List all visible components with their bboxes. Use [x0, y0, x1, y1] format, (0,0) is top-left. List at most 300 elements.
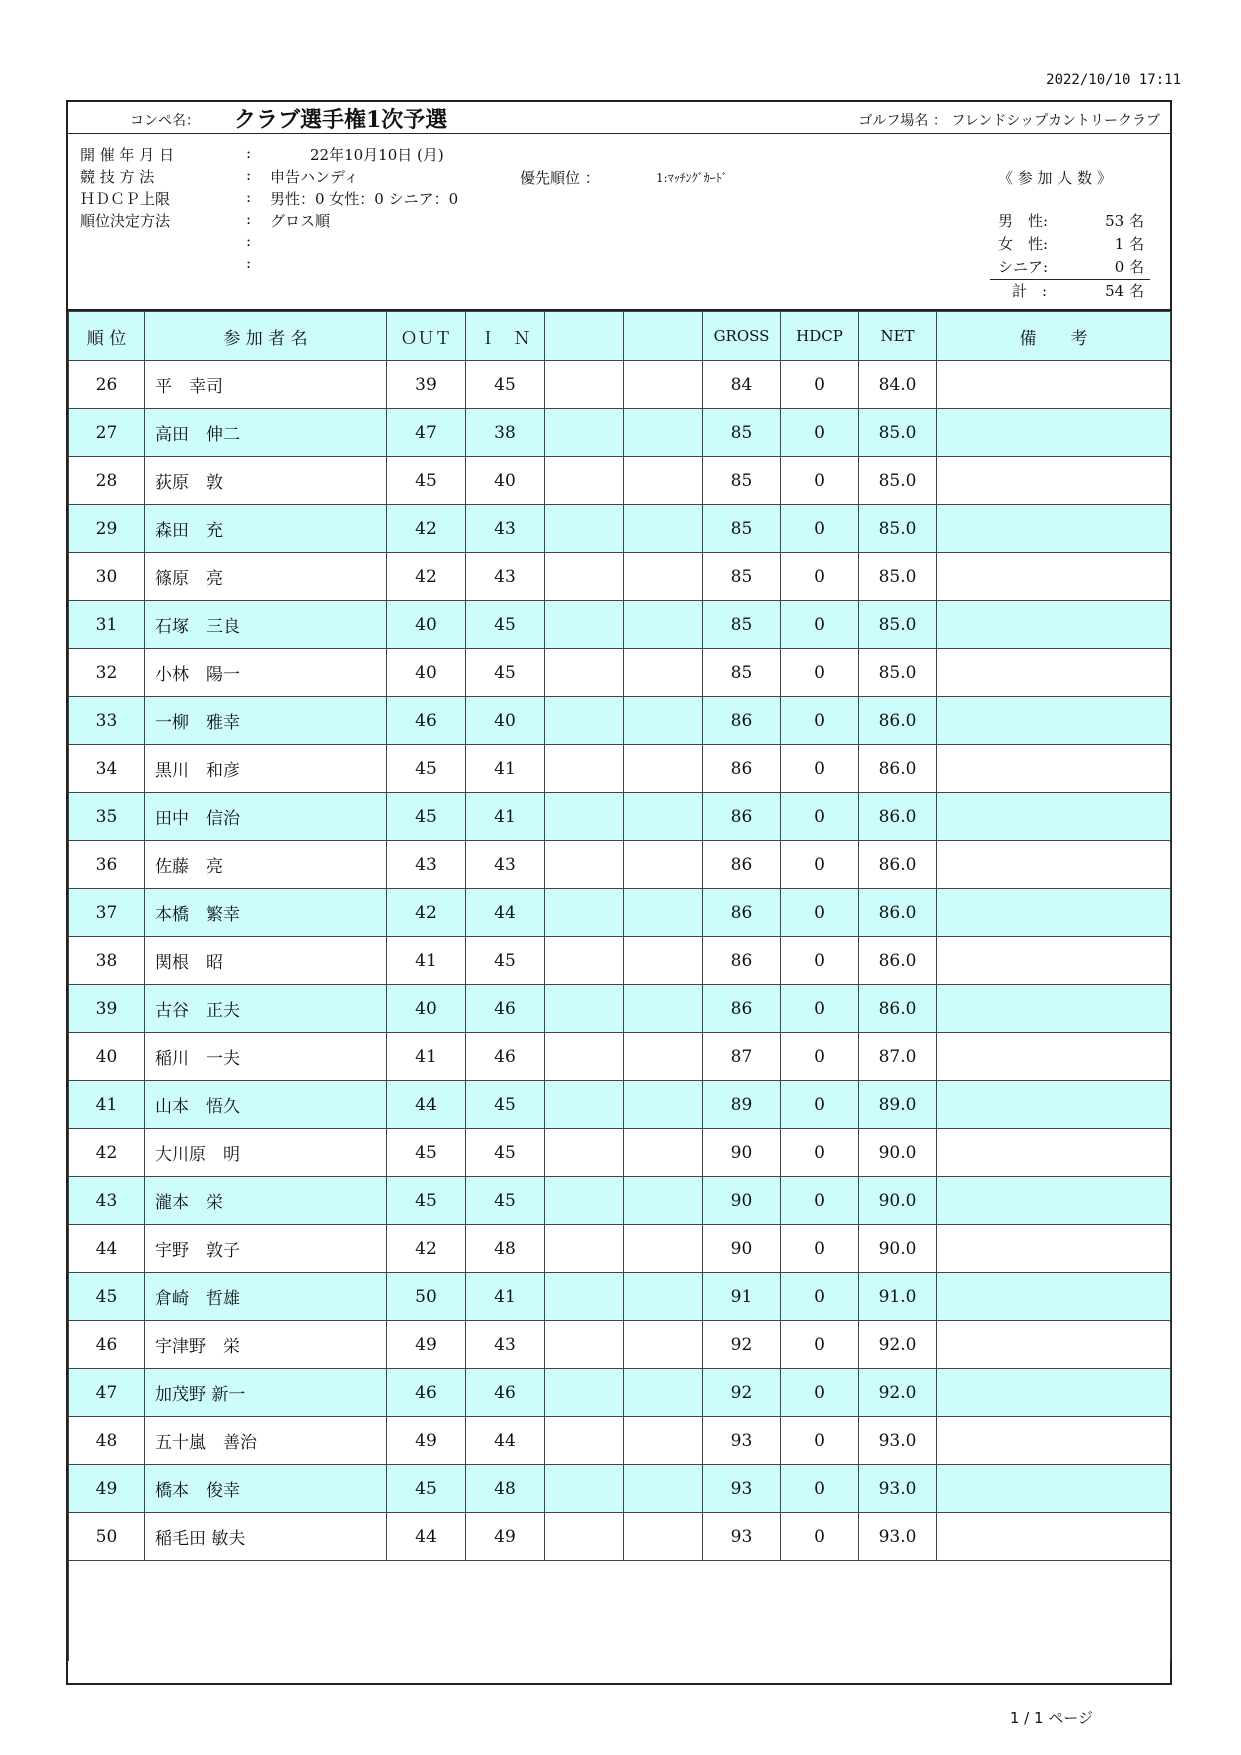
blank-cell: [545, 457, 624, 505]
player-name-cell: 関根 昭: [145, 937, 387, 985]
print-timestamp: 2022/10/10 17:11: [1046, 72, 1181, 88]
in-score-cell: 43: [466, 841, 545, 889]
remarks-cell: [937, 457, 1171, 505]
blank-cell: [545, 1129, 624, 1177]
net-cell: 92.0: [859, 1369, 937, 1417]
rank-cell: 38: [69, 937, 145, 985]
blank-cell: [545, 889, 624, 937]
gross-cell: 92: [703, 1369, 781, 1417]
course-label: ゴルフ場名 ：: [858, 113, 947, 129]
hdcp-cell: 0: [781, 1513, 859, 1561]
in-score-cell: 44: [466, 889, 545, 937]
table-row: [69, 601, 1171, 649]
method-key: 競 技 方 法: [80, 168, 155, 186]
table-row: [69, 937, 1171, 985]
player-name-cell: 高田 伸二: [145, 409, 387, 457]
date-value: 22年10月10日 (月): [310, 146, 444, 164]
out-score-cell: 46: [387, 1369, 466, 1417]
player-name-cell: 倉崎 哲雄: [145, 1273, 387, 1321]
gross-cell: 86: [703, 937, 781, 985]
competition-info: [68, 134, 1170, 311]
rank-cell: 42: [69, 1129, 145, 1177]
gross-cell: 86: [703, 841, 781, 889]
out-score-cell: 49: [387, 1417, 466, 1465]
blank-cell: [545, 1081, 624, 1129]
in-score-cell: 45: [466, 601, 545, 649]
remarks-cell: [937, 409, 1171, 457]
in-score-cell: 41: [466, 745, 545, 793]
date-key: 開 催 年 月 日: [80, 146, 175, 164]
out-score-cell: 42: [387, 553, 466, 601]
priority-value: 1:ﾏｯﾁﾝｸﾞｶｰﾄﾞ: [656, 171, 728, 185]
out-score-cell: 45: [387, 1177, 466, 1225]
out-score-cell: 45: [387, 457, 466, 505]
net-cell: 93.0: [859, 1513, 937, 1561]
rank-cell: 30: [69, 553, 145, 601]
count-senior-value: 0 名: [1114, 258, 1144, 276]
remarks-cell: [937, 601, 1171, 649]
player-name-cell: 森田 充: [145, 505, 387, 553]
remarks-cell: [937, 505, 1171, 553]
method-value: 申告ハンディ: [270, 168, 359, 186]
in-score-cell: 45: [466, 361, 545, 409]
out-score-cell: 39: [387, 361, 466, 409]
player-name-cell: 加茂野 新一: [145, 1369, 387, 1417]
net-cell: 90.0: [859, 1177, 937, 1225]
remarks-cell: [937, 889, 1171, 937]
out-score-cell: 42: [387, 889, 466, 937]
blank-cell: [545, 505, 624, 553]
out-score-cell: 46: [387, 697, 466, 745]
col-rank: 順 位: [69, 312, 145, 361]
in-score-cell: 44: [466, 1417, 545, 1465]
gross-cell: 90: [703, 1225, 781, 1273]
remarks-cell: [937, 1273, 1171, 1321]
gross-cell: 85: [703, 649, 781, 697]
out-score-cell: 47: [387, 409, 466, 457]
col-blank-2: [624, 312, 703, 361]
gross-cell: 85: [703, 553, 781, 601]
hdcp-cell: 0: [781, 1273, 859, 1321]
gross-cell: 85: [703, 505, 781, 553]
table-row: [69, 985, 1171, 1033]
rank-cell: 27: [69, 409, 145, 457]
table-row: [69, 1225, 1171, 1273]
blank-cell: [624, 985, 703, 1033]
remarks-cell: [937, 793, 1171, 841]
in-score-cell: 43: [466, 1321, 545, 1369]
blank-cell: [545, 841, 624, 889]
blank-cell: [624, 841, 703, 889]
hdcp-cell: 0: [781, 649, 859, 697]
table-row: [69, 697, 1171, 745]
table-row: [69, 1417, 1171, 1465]
rank-cell: 48: [69, 1417, 145, 1465]
player-name-cell: 本橋 繁幸: [145, 889, 387, 937]
hdcp-cell: 0: [781, 601, 859, 649]
hdcp-cell: 0: [781, 1081, 859, 1129]
out-score-cell: 44: [387, 1513, 466, 1561]
blank-cell: [624, 1513, 703, 1561]
net-cell: 93.0: [859, 1465, 937, 1513]
gross-cell: 86: [703, 985, 781, 1033]
col-hdcp: HDCP: [781, 312, 859, 361]
in-score-cell: 41: [466, 793, 545, 841]
blank-cell: [545, 601, 624, 649]
hdcp-cell: 0: [781, 889, 859, 937]
table-row: [69, 1081, 1171, 1129]
count-total-value: 54 名: [1105, 282, 1144, 300]
remarks-cell: [937, 1177, 1171, 1225]
in-score-cell: 45: [466, 1129, 545, 1177]
in-score-cell: 45: [466, 649, 545, 697]
player-name-cell: 山本 悟久: [145, 1081, 387, 1129]
in-score-cell: 41: [466, 1273, 545, 1321]
results-table: [68, 311, 1171, 1661]
out-score-cell: 41: [387, 937, 466, 985]
competition-title: クラブ選手権1次予選: [234, 107, 448, 133]
gross-cell: 85: [703, 409, 781, 457]
hdcp-cell: 0: [781, 985, 859, 1033]
player-name-cell: 一柳 雅幸: [145, 697, 387, 745]
col-out: ＯＵＴ: [387, 312, 466, 361]
col-in: Ｉ Ｎ: [466, 312, 545, 361]
title-row: [68, 102, 1170, 134]
player-name-cell: 稲川 一夫: [145, 1033, 387, 1081]
blank-cell: [624, 1369, 703, 1417]
gross-cell: 86: [703, 793, 781, 841]
priority-key: 優先順位 ：: [520, 169, 600, 187]
colon: :: [246, 144, 252, 162]
results-sheet: [66, 100, 1172, 1685]
in-score-cell: 45: [466, 1177, 545, 1225]
in-score-cell: 45: [466, 1081, 545, 1129]
in-score-cell: 48: [466, 1465, 545, 1513]
rank-cell: 49: [69, 1465, 145, 1513]
blank-cell: [624, 1177, 703, 1225]
net-cell: 90.0: [859, 1129, 937, 1177]
rank-cell: 46: [69, 1321, 145, 1369]
course-name: フレンドシップカントリークラブ: [951, 113, 1160, 129]
table-row: [69, 1129, 1171, 1177]
col-gross: GROSS: [703, 312, 781, 361]
gross-cell: 93: [703, 1465, 781, 1513]
hdcp-cell: 0: [781, 745, 859, 793]
player-name-cell: 佐藤 亮: [145, 841, 387, 889]
out-score-cell: 45: [387, 1465, 466, 1513]
net-cell: 86.0: [859, 937, 937, 985]
hdcp-cell: 0: [781, 1225, 859, 1273]
participant-counts: [990, 210, 1150, 303]
gross-cell: 86: [703, 889, 781, 937]
gross-cell: 86: [703, 745, 781, 793]
blank-cell: [624, 1273, 703, 1321]
blank-cell: [624, 1129, 703, 1177]
blank-cell: [624, 649, 703, 697]
rank-cell: 31: [69, 601, 145, 649]
rank-cell: 43: [69, 1177, 145, 1225]
net-cell: 89.0: [859, 1081, 937, 1129]
blank-cell: [624, 1225, 703, 1273]
colon: :: [246, 166, 252, 184]
table-row: [69, 745, 1171, 793]
out-score-cell: 45: [387, 1129, 466, 1177]
count-total: [990, 280, 1150, 303]
gross-cell: 89: [703, 1081, 781, 1129]
out-score-cell: 41: [387, 1033, 466, 1081]
in-score-cell: 45: [466, 937, 545, 985]
blank-cell: [624, 793, 703, 841]
count-male-value: 53 名: [1105, 212, 1144, 230]
empty-footer-row: [69, 1561, 1171, 1661]
player-name-cell: 小林 陽一: [145, 649, 387, 697]
net-cell: 85.0: [859, 553, 937, 601]
player-name-cell: 平 幸司: [145, 361, 387, 409]
net-cell: 86.0: [859, 793, 937, 841]
player-name-cell: 宇津野 栄: [145, 1321, 387, 1369]
table-row: [69, 361, 1171, 409]
out-score-cell: 49: [387, 1321, 466, 1369]
net-cell: 86.0: [859, 841, 937, 889]
blank-cell: [624, 457, 703, 505]
net-cell: 86.0: [859, 889, 937, 937]
blank-cell: [545, 1033, 624, 1081]
hdcp-cell: 0: [781, 1465, 859, 1513]
blank-cell: [545, 697, 624, 745]
blank-cell: [545, 361, 624, 409]
rank-cell: 50: [69, 1513, 145, 1561]
colon: :: [246, 210, 252, 228]
colon: :: [246, 188, 252, 206]
blank-cell: [545, 649, 624, 697]
hdcp-cell: 0: [781, 1321, 859, 1369]
rank-cell: 41: [69, 1081, 145, 1129]
net-cell: 86.0: [859, 745, 937, 793]
hdcp-cell: 0: [781, 793, 859, 841]
gross-cell: 92: [703, 1321, 781, 1369]
rank-cell: 36: [69, 841, 145, 889]
net-cell: 86.0: [859, 985, 937, 1033]
rank-cell: 37: [69, 889, 145, 937]
blank-cell: [624, 745, 703, 793]
hdcp-cell: 0: [781, 457, 859, 505]
remarks-cell: [937, 1321, 1171, 1369]
colon: :: [246, 254, 252, 272]
player-name-cell: 宇野 敦子: [145, 1225, 387, 1273]
in-score-cell: 49: [466, 1513, 545, 1561]
remarks-cell: [937, 697, 1171, 745]
rank-method-key: 順位決定方法: [80, 212, 171, 230]
player-name-cell: 篠原 亮: [145, 553, 387, 601]
in-score-cell: 43: [466, 553, 545, 601]
blank-cell: [624, 553, 703, 601]
blank-cell: [545, 1513, 624, 1561]
col-name: 参 加 者 名: [145, 312, 387, 361]
count-female-value: 1 名: [1114, 235, 1144, 253]
in-score-cell: 40: [466, 457, 545, 505]
blank-cell: [624, 1321, 703, 1369]
net-cell: 85.0: [859, 601, 937, 649]
table-row: [69, 1513, 1171, 1561]
blank-cell: [624, 697, 703, 745]
gross-cell: 85: [703, 457, 781, 505]
table-row: [69, 889, 1171, 937]
col-net: NET: [859, 312, 937, 361]
table-row: [69, 1321, 1171, 1369]
remarks-cell: [937, 1417, 1171, 1465]
blank-cell: [545, 985, 624, 1033]
hdcp-cell: 0: [781, 697, 859, 745]
hdcp-value: 男性：0 女性：0 シニア：0: [270, 190, 459, 208]
blank-cell: [624, 1465, 703, 1513]
net-cell: 93.0: [859, 1417, 937, 1465]
blank-cell: [624, 1417, 703, 1465]
remarks-cell: [937, 841, 1171, 889]
out-score-cell: 44: [387, 1081, 466, 1129]
rank-cell: 39: [69, 985, 145, 1033]
count-female-label: 女 性:: [998, 235, 1049, 253]
remarks-cell: [937, 745, 1171, 793]
table-row: [69, 1177, 1171, 1225]
hdcp-cell: 0: [781, 1417, 859, 1465]
player-name-cell: 橋本 俊幸: [145, 1465, 387, 1513]
gross-cell: 91: [703, 1273, 781, 1321]
gross-cell: 93: [703, 1513, 781, 1561]
net-cell: 84.0: [859, 361, 937, 409]
course-info: [858, 110, 1160, 130]
blank-cell: [545, 409, 624, 457]
gross-cell: 90: [703, 1129, 781, 1177]
blank-cell: [624, 409, 703, 457]
count-male-label: 男 性:: [998, 212, 1049, 230]
hdcp-cell: 0: [781, 1033, 859, 1081]
blank-cell: [624, 361, 703, 409]
rank-method-value: グロス順: [270, 212, 331, 230]
blank-cell: [624, 505, 703, 553]
page-number: 1 / 1 ページ: [1009, 1709, 1093, 1727]
out-score-cell: 45: [387, 793, 466, 841]
rank-cell: 28: [69, 457, 145, 505]
blank-cell: [545, 745, 624, 793]
remarks-cell: [937, 1369, 1171, 1417]
in-score-cell: 40: [466, 697, 545, 745]
player-name-cell: 大川原 明: [145, 1129, 387, 1177]
empty-area: [69, 1561, 1171, 1661]
colon: :: [246, 232, 252, 250]
table-row: [69, 841, 1171, 889]
net-cell: 92.0: [859, 1321, 937, 1369]
hdcp-key: ＨＤＣＰ上限: [80, 190, 171, 208]
in-score-cell: 46: [466, 985, 545, 1033]
table-row: [69, 1273, 1171, 1321]
blank-cell: [545, 1369, 624, 1417]
out-score-cell: 43: [387, 841, 466, 889]
table-header-row: [69, 312, 1171, 361]
table-row: [69, 505, 1171, 553]
out-score-cell: 42: [387, 505, 466, 553]
count-total-label: 計 :: [1012, 282, 1048, 300]
count-senior: [990, 256, 1150, 280]
blank-cell: [624, 1081, 703, 1129]
rank-cell: 26: [69, 361, 145, 409]
table-row: [69, 1465, 1171, 1513]
rank-cell: 32: [69, 649, 145, 697]
blank-cell: [545, 1273, 624, 1321]
remarks-cell: [937, 361, 1171, 409]
blank-cell: [545, 1465, 624, 1513]
remarks-cell: [937, 937, 1171, 985]
remarks-cell: [937, 1465, 1171, 1513]
table-row: [69, 649, 1171, 697]
competition-label: コンペ名：: [130, 113, 200, 129]
blank-cell: [624, 889, 703, 937]
hdcp-cell: 0: [781, 505, 859, 553]
hdcp-cell: 0: [781, 1177, 859, 1225]
blank-cell: [545, 1177, 624, 1225]
table-row: [69, 409, 1171, 457]
remarks-cell: [937, 1081, 1171, 1129]
player-name-cell: 荻原 敦: [145, 457, 387, 505]
in-score-cell: 46: [466, 1369, 545, 1417]
gross-cell: 85: [703, 601, 781, 649]
remarks-cell: [937, 1225, 1171, 1273]
gross-cell: 86: [703, 697, 781, 745]
rank-cell: 34: [69, 745, 145, 793]
priority-order: [520, 167, 728, 188]
blank-cell: [545, 1417, 624, 1465]
net-cell: 86.0: [859, 697, 937, 745]
remarks-cell: [937, 553, 1171, 601]
net-cell: 90.0: [859, 1225, 937, 1273]
remarks-cell: [937, 649, 1171, 697]
player-name-cell: 五十嵐 善治: [145, 1417, 387, 1465]
net-cell: 85.0: [859, 457, 937, 505]
blank-cell: [545, 937, 624, 985]
player-name-cell: 瀧本 栄: [145, 1177, 387, 1225]
rank-cell: 44: [69, 1225, 145, 1273]
blank-cell: [624, 601, 703, 649]
gross-cell: 93: [703, 1417, 781, 1465]
count-senior-label: シニア:: [998, 258, 1049, 276]
rank-cell: 33: [69, 697, 145, 745]
remarks-cell: [937, 1129, 1171, 1177]
player-name-cell: 稲毛田 敏夫: [145, 1513, 387, 1561]
remarks-cell: [937, 1033, 1171, 1081]
table-row: [69, 793, 1171, 841]
gross-cell: 87: [703, 1033, 781, 1081]
in-score-cell: 48: [466, 1225, 545, 1273]
table-row: [69, 1369, 1171, 1417]
out-score-cell: 40: [387, 649, 466, 697]
blank-cell: [624, 937, 703, 985]
net-cell: 85.0: [859, 505, 937, 553]
net-cell: 91.0: [859, 1273, 937, 1321]
gross-cell: 84: [703, 361, 781, 409]
rank-cell: 29: [69, 505, 145, 553]
out-score-cell: 40: [387, 985, 466, 1033]
rank-cell: 35: [69, 793, 145, 841]
results-body: [69, 361, 1171, 1661]
hdcp-cell: 0: [781, 1129, 859, 1177]
hdcp-cell: 0: [781, 553, 859, 601]
in-score-cell: 46: [466, 1033, 545, 1081]
in-score-cell: 43: [466, 505, 545, 553]
remarks-cell: [937, 1513, 1171, 1561]
hdcp-cell: 0: [781, 1369, 859, 1417]
blank-cell: [545, 1321, 624, 1369]
player-name-cell: 黒川 和彦: [145, 745, 387, 793]
hdcp-cell: 0: [781, 937, 859, 985]
